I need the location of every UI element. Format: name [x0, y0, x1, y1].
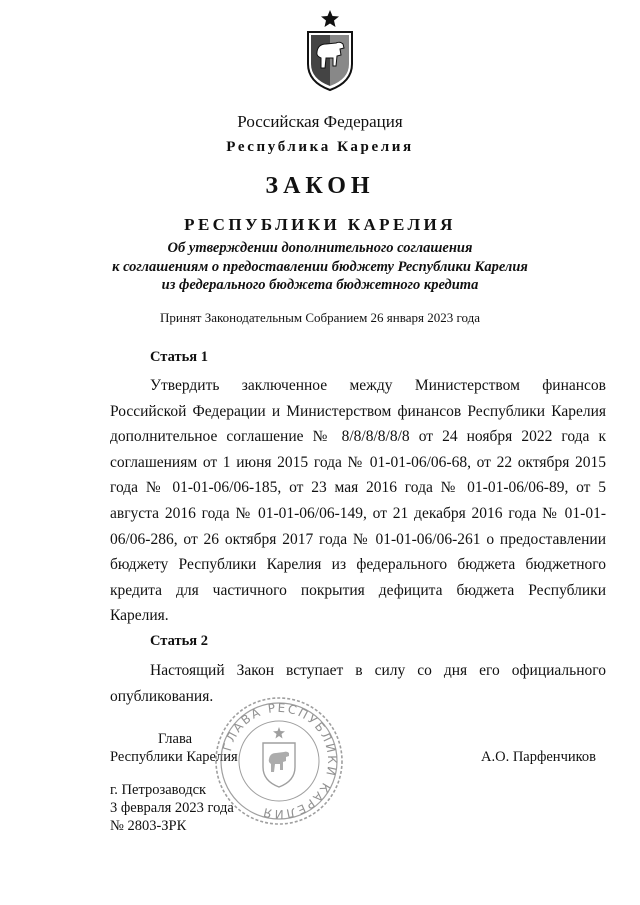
- article-2-text: Настоящий Закон вступает в силу со дня его официального опубликования.: [110, 662, 606, 705]
- svg-text:ГЛАВА РЕСПУБЛИКИ КАРЕЛИЯ: ГЛАВА РЕСПУБЛИКИ КАРЕЛИЯ: [220, 700, 340, 822]
- subject-line: к соглашениям о предоставлении бюджету Республики Карелия: [112, 259, 528, 275]
- official-seal-stamp: [213, 695, 345, 827]
- subject-line: из федерального бюджета бюджетного кредита: [161, 277, 479, 293]
- document-type-title: ЗАКОН: [265, 173, 375, 199]
- signatory-position: Глава: [158, 731, 193, 747]
- signing-date: 3 февраля 2023 года: [110, 800, 234, 816]
- republic-heading: Республика Карелия: [226, 139, 414, 155]
- coat-of-arms-emblem: [300, 8, 360, 92]
- signatory-position-region: Республики Карелия: [110, 749, 238, 765]
- signing-city: г. Петрозаводск: [110, 782, 207, 798]
- article-1-heading: Статья 1: [150, 349, 208, 365]
- subject-line: Об утверждении дополнительного соглашения: [167, 240, 473, 256]
- article-1-text: Утвердить заключенное между Министерством финансов Российской Федерации и Министерством финансов Республики Карелия дополнительное соглашение № 8/8/8/8/8/8 от 24 ноября 2022 года к соглашениям от 1 июня 2015 года № 01-01-06/06-68, от 22 октября 2015 года № 01-01-06/06-185, от 23 мая 2016 года № 01-01-06/06-89, от 5 августа 2016 года № 01-01-06/06-149, от 21 декабря 2016 года № 01-01-06/06-286, от 26 октября 2017 года № 01-01-06/06-261 о предоставлении бюджету Республики Карелия из федерального бюджета бюджетного кредита для частичного покрытия дефицита бюджета Республики Карелия.: [110, 377, 606, 625]
- law-number: № 2803-ЗРК: [110, 818, 187, 834]
- adoption-note: Принят Законодательным Собранием 26 января 2023 года: [160, 310, 480, 325]
- signatory-name: А.О. Парфенчиков: [481, 749, 597, 765]
- country-heading: Российская Федерация: [237, 112, 403, 131]
- issuer-title: РЕСПУБЛИКИ КАРЕЛИЯ: [184, 215, 456, 234]
- article-2-heading: Статья 2: [150, 633, 208, 649]
